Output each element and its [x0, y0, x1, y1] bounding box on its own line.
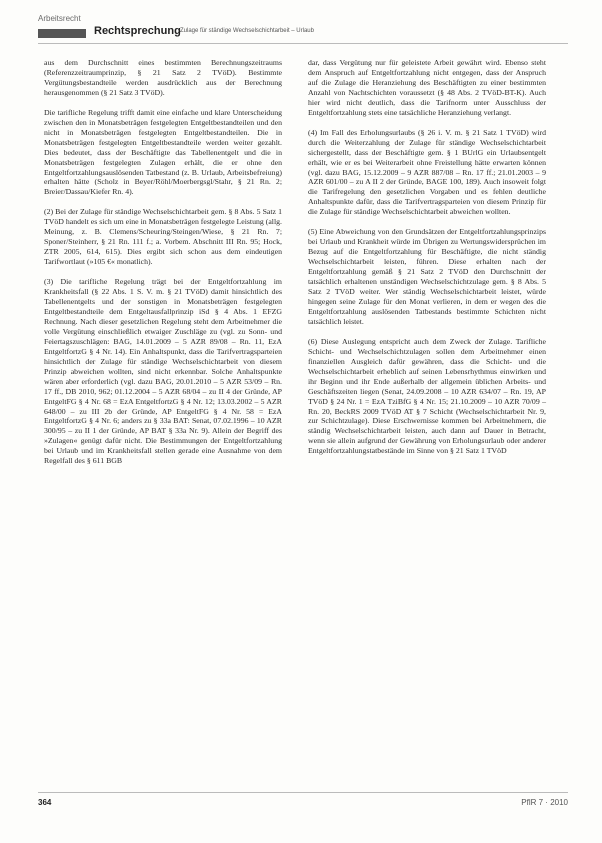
page-number: 364 [38, 798, 52, 807]
header-subtitle: Zulage für ständige Wechselschichtarbeit – Urlaub [180, 28, 314, 34]
paragraph: (2) Bei der Zulage für ständige Wechselschichtarbeit gem. § 8 Abs. 5 Satz 1 TVöD handelt es sich um eine in Monatsbeträgen festgelegte Leistung (allg. Meinung, z. B. Clemens/Scheuring/Steingen/Wiese, § 21 Rn. 7; Sponer/Steinherr, § 21 Rn. 111 f.; a. Vorbem. Abschnitt III Rn. 95; Hock, ZTR 2005, 614, 615). Dies ergibt sich schon aus dem eindeutigen Tarifwortlaut (»105 €« monatlich). [44, 207, 282, 267]
paragraph: (4) Im Fall des Erholungsurlaubs (§ 26 i. V. m. § 21 Satz 1 TVöD) wird durch die Weiterzahlung der Zulage für ständige Wechselschichtarbeit sichergestellt, dass der Beschäftigte gem. § 1 BUrlG ein Urlaubsentgelt erhält, wie er es bei Weiterarbeit ohne Freistellung hätte erwarten können (vgl. dazu BAG, 15.12.2009 – 9 AZR 887/08 – Rn. 17 ff.; 21.01.2003 – 9 AZR 601/00 – zu A II 2 der Gründe, BAGE 100, 189). Auch insoweit folgt die Tarifregelung den gesetzlichen Vorgaben und es fehlen deutliche Anhaltspunkte dafür, dass die Tarifvertragsparteien von diesem Prinzip für die Zulage für ständige Wechselschichtarbeit abweichen wollten. [308, 127, 546, 217]
header-block-decoration [38, 29, 86, 38]
header-title: Rechtsprechung [94, 25, 181, 37]
footer-divider [38, 792, 568, 793]
paragraph: dar, dass Vergütung nur für geleistete Arbeit gewährt wird. Ebenso steht dem Anspruch auf Entgeltfortzahlung nicht entgegen, dass der Anspruch auf die Zulage die Heranziehung des Beschäftigten zu einer bestimmten Anzahl von Nachtschichten voraussetzt (§ 48 Abs. 2 TVöD-BT-K). Auch hier wird nicht deutlich, dass die Tarifnorm unter Ausschluss der Entgeltfortzahlung stets eine tatsächliche Heranziehung verlangt. [308, 58, 546, 117]
page-footer [38, 792, 568, 812]
header-divider [38, 43, 568, 44]
journal-reference: PflR 7 · 2010 [521, 798, 568, 807]
paragraph: (3) Die tarifliche Regelung trägt bei der Entgeltfortzahlung im Krankheitsfall (§ 22 Abs. 1 S. V. m. § 21 TVöD) damit hinsichtlich des Tabellenentgelts und der sonstigen in Monatsbeträgen festgelegten Entgeltbestandteile dem Entgeltausfallprinzip iSd § 4 Abs. 1 EFZG Rechnung. Nach dieser gesetzlichen Regelung steht dem Arbeitnehmer die volle Vergütung einschließlich etwaiger Zuschläge zu (vgl. zu Sonn- und Feiertagszuschlägen: BAG, 14.01.2009 – 5 AZR 89/08 – Rn. 11, EzA EntgeltfortzG § 4 Nr. 14). Ein Anhaltspunkt, dass die Tarifvertragsparteien hinsichtlich der Zulage für ständige Wechselschichtarbeit von diesem Prinzip abweichen wollten, sind nicht erkennbar. Solche Anhaltspunkte wären aber erforderlich (vgl. dazu BAG, 20.01.2010 – 5 AZR 53/09 – Rn. 17 ff., DB 2010, 962; 01.12.2004 – 5 AZR 68/04 – zu II 4 der Gründe, AP EntgeltFG § 4 Nr. 68 = EzA EntgeltfortzG § 4 Nr. 12; 13.03.2002 – 5 AZR 648/00 – zu III 2b der Gründe, AP EntgeltFG § 4 Nr. 58 = EzA EntgeltfortzG § 4 Nr. 6; anders zu § 33a BAT: Senat, 07.02.1996 – 10 AZR 300/95 – zu II 1 der Gründe, AP BAT § 33a Nr. 9). Allein der Begriff des »Zulagen« genügt dafür nicht. Die Bestimmungen der Entgeltfortzahlung bei Urlaub und im Krankheitsfall stellen gerade eine Ausnahme von dem Regelfall des § 611 BGB [44, 277, 282, 466]
paragraph: (6) Diese Auslegung entspricht auch dem Zweck der Zulage. Tarifliche Schicht- und Wechselschichtzulagen sollen dem Arbeitnehmer einen finanziellen Ausgleich dafür gewähren, dass die Schicht- und die Wechselschichtarbeit erheblich auf seinen Lebensrhythmus einwirken und ihr Beginn und ihr Ende außerhalb der allgemein üblichen Arbeits- und Geschäftszeiten liegen (Senat, 24.09.2008 – 10 AZR 634/07 – Rn. 19, AP TVöD § 24 Nr. 1 = EzA TziBfG § 4 Nr. 15; 21.10.2009 – 10 AZR 70/09 – Rn. 20, BeckRS 2009 TVöD AT § 7 Schicht (Wechselschichtarbeit Nr. 9, zur Schichtzulage). Diese Erschwernisse kommen bei Arbeitnehmern, die ständig Wechselschichtarbeit leisten, auch dann auf Dauer in Betracht, wenn sie allein aufgrund der Gewährung von Erholungsurlaub oder anderer Entgeltfortzahlungstatbestände im Sinne von § 21 Satz 1 TVöD [308, 336, 546, 456]
paragraph: Die tarifliche Regelung trifft damit eine einfache und klare Unterscheidung zwischen den in Monatsbeträgen festgelegten Entgeltbestandteilen und den nicht in Monatsbeträgen festgelegten Entgeltbestandteilen. Die in Monatsbeträgen festgelegten Entgeltbestandteile werden weiter gezahlt. Dies bedeutet, dass der Beschäftigte das Tabellenentgelt und die in Monatsbeträgen festgelegten Zulagen erhält, die er ohne den Entgeltfortzahlungsauslösenden Tatbestand (z. B. Urlaub, Arbeitsbefreiung) erhalten hätte (Scholz in Beyer/Röhl/Moerbergsgl/Stahr, § 21 Rn. 2; Breier/Dassau/Kiefer Rn. 4). [44, 107, 282, 197]
left-column [44, 58, 282, 476]
paragraph: aus dem Durchschnitt eines bestimmten Berechnungszeitraums (Referenzzeitraumprinzip, § 21 Satz 2 TVöD). Bestimmte Vergütungsbestandteile werden ausdrücklich aus der Berechnung herausgenommen (§ 21 Satz 3 TVöD). [44, 58, 282, 97]
page-header [38, 26, 568, 42]
section-label: Arbeitsrecht [38, 14, 81, 23]
paragraph: (5) Eine Abweichung von den Grundsätzen der Entgeltfortzahlungsprinzips bei Urlaub und Krankheit würde im Übrigen zu Wertungswidersprüchen im Bezug auf die Entgeltfortzahlung für Beschäftigte, die nicht ständig Wechselschichtarbeit leisten, führen. Diese erhalten nach der Entgeltfortzahlung gemäß § 21 Satz 2 TVöD den Durchschnitt der tatsächlich erhaltenen unständigen Wechselschichtzulage gem. § 8 Abs. 5 Satz 2 TVöD weiter. Wer ständig Wechselschichtarbeit leistet, würde hingegen seine Zulage für den Monat verlieren, in dem er wegen des die Entgeltfortzahlung auslösenden Tatbestands bestimmte Schichten nicht tatsächlich leistet. [308, 227, 546, 326]
right-column [308, 58, 546, 466]
